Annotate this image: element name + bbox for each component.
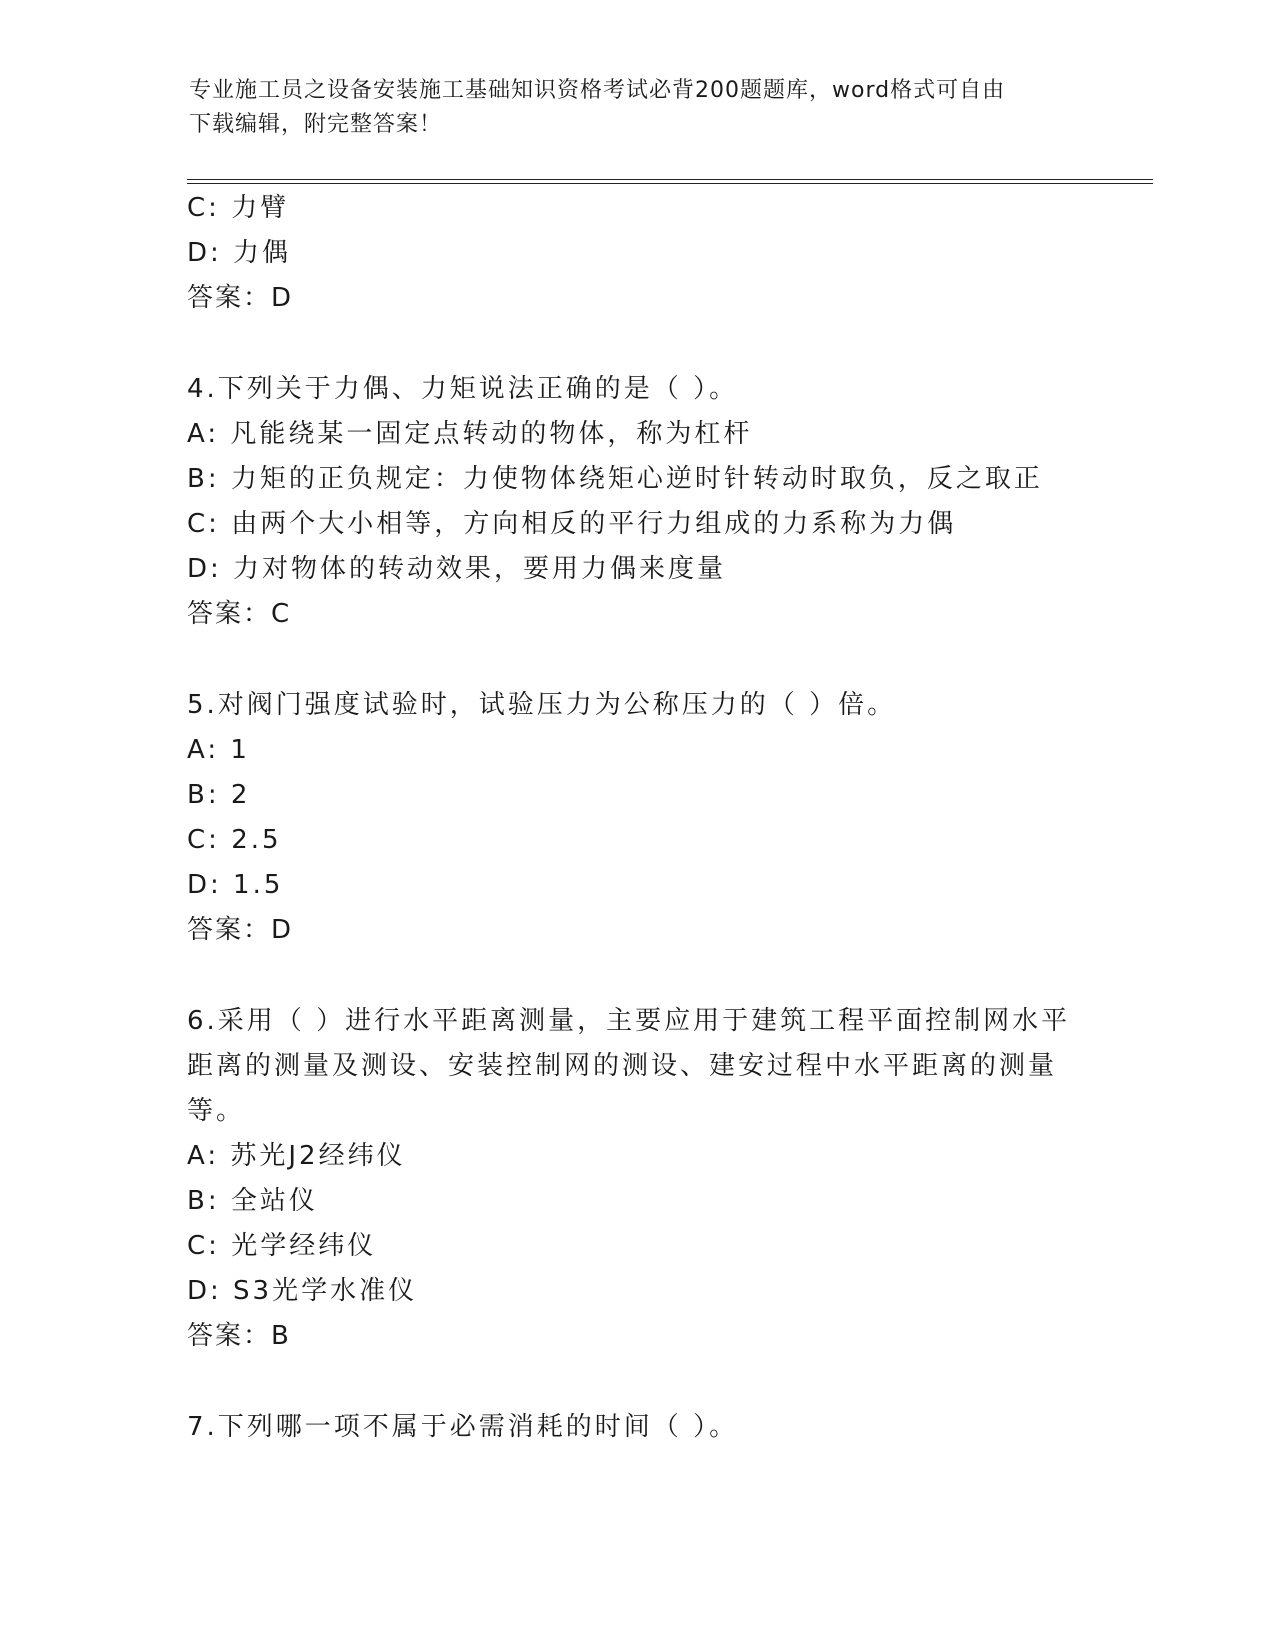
q5-option-d: [187, 870, 283, 900]
option-text: 2.5: [231, 825, 282, 855]
q5-question: 5.对阀门强度试验时，试验压力为公称压力的（ ）倍。: [187, 690, 897, 720]
option-label: D:: [187, 870, 222, 900]
option-text: 光学经纬仪: [231, 1231, 377, 1261]
option-text: 凡能绕某一固定点转动的物体，称为杠杆: [230, 419, 753, 449]
q6-option-b: [187, 1186, 318, 1216]
option-label: C:: [187, 825, 220, 855]
option-text: 2: [230, 780, 251, 810]
header-divider-bottom: [187, 183, 1153, 184]
option-text: 1: [230, 735, 250, 765]
q6-question-line-3: 等。: [187, 1096, 246, 1126]
q3-answer: 答案：D: [187, 283, 294, 313]
header-divider-top: [187, 179, 1153, 180]
option-label: A:: [187, 419, 220, 449]
q6-question-line-1: 6.采用（ ）进行水平距离测量，主要应用于建筑工程平面控制网水平: [187, 1006, 1071, 1036]
option-text: 苏光J2经纬仪: [230, 1141, 406, 1171]
header-title-line-2: 下载编辑，附完整答案！: [189, 112, 443, 137]
option-text: 由两个大小相等，方向相反的平行力组成的力系称为力偶: [231, 509, 957, 539]
option-label: B:: [187, 464, 220, 494]
option-label: A:: [187, 735, 220, 765]
option-text: 1.5: [233, 870, 284, 900]
q6-question-line-2: 距离的测量及测设、安装控制网的测设、建安过程中水平距离的测量: [187, 1051, 1058, 1081]
q4-option-c: [187, 509, 956, 539]
option-label: B:: [187, 1186, 220, 1216]
q3-option-c: [187, 193, 289, 223]
document-header: [189, 74, 1069, 142]
q5-option-c: [187, 825, 282, 855]
option-text: 全站仪: [230, 1186, 318, 1216]
option-label: D:: [187, 238, 222, 268]
header-title-line-1: 专业施工员之设备安装施工基础知识资格考试必背200题题库，word格式可自由: [189, 78, 1006, 103]
q3-option-d: [187, 238, 291, 268]
option-label: A:: [187, 1141, 220, 1171]
option-text: 力对物体的转动效果，要用力偶来度量: [233, 554, 727, 584]
option-text: 力偶: [233, 238, 292, 268]
q6-option-c: [187, 1231, 376, 1261]
q6-option-d: [187, 1276, 417, 1306]
option-label: D:: [187, 554, 222, 584]
q4-answer: 答案：C: [187, 599, 292, 629]
option-label: C:: [187, 1231, 220, 1261]
option-text: 力臂: [231, 193, 290, 223]
q6-answer: 答案：B: [187, 1321, 291, 1351]
q4-question: 4.下列关于力偶、力矩说法正确的是（ ）。: [187, 374, 739, 404]
q5-option-a: [187, 735, 250, 765]
q4-option-d: [187, 554, 726, 584]
option-label: B:: [187, 780, 220, 810]
q5-answer: 答案：D: [187, 915, 294, 945]
q5-option-b: [187, 780, 250, 810]
q4-option-a: [187, 419, 752, 449]
option-label: D:: [187, 1276, 222, 1306]
option-label: C:: [187, 509, 220, 539]
q7-question: 7.下列哪一项不属于必需消耗的时间（ ）。: [187, 1412, 739, 1442]
option-text: 力矩的正负规定：力使物体绕矩心逆时针转动时取负，反之取正: [230, 464, 1043, 494]
option-text: S3光学水准仪: [233, 1276, 418, 1306]
q6-option-a: [187, 1141, 406, 1171]
option-label: C:: [187, 193, 220, 223]
q4-option-b: [187, 464, 1043, 494]
